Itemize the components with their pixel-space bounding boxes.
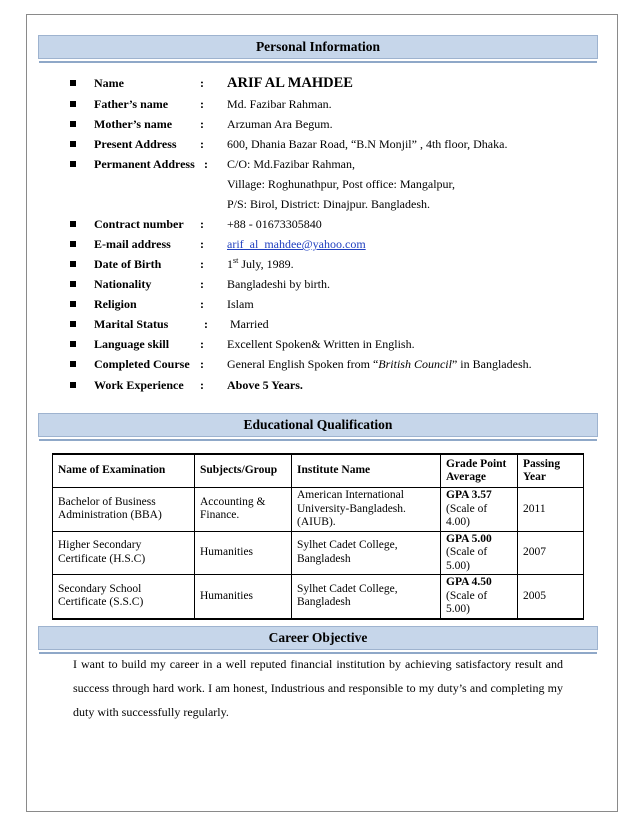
bullet-icon [70, 361, 76, 367]
education-heading: Educational Qualification [38, 413, 598, 437]
info-value: C/O: Md.Fazibar Rahman, [227, 157, 355, 171]
exam-cell: Bachelor of Business Administration (BBA) [53, 488, 195, 532]
permanent-address-line: P/S: Birol, District: Dinajpur. Bangladesh. [227, 197, 430, 211]
info-label: Work Experience [94, 378, 184, 392]
career-objective-heading: Career Objective [38, 626, 598, 650]
personal-information-heading: Personal Information [38, 35, 598, 59]
info-value: Md. Fazibar Rahman. [227, 97, 332, 111]
table-row [53, 488, 584, 532]
table-row [53, 575, 584, 619]
subject-cell: Humanities [195, 575, 292, 619]
info-value: Above 5 Years. [227, 378, 303, 392]
column-header: Name of Examination [53, 454, 195, 488]
bullet-icon [70, 281, 76, 287]
bullet-icon [70, 80, 76, 86]
table-header-row [53, 454, 584, 488]
info-label: Marital Status [94, 317, 169, 331]
info-value: 1st July, 1989. [227, 256, 294, 271]
gpa-cell: GPA 4.50 (Scale of 5.00) [441, 575, 518, 619]
table-row [53, 531, 584, 575]
bullet-icon [70, 241, 76, 247]
info-value: General English Spoken from “British Council” in Bangladesh. [227, 357, 532, 371]
subject-cell: Humanities [195, 531, 292, 575]
info-label: Permanent Address [94, 157, 195, 171]
education-table [52, 453, 584, 620]
institute-cell: Sylhet Cadet College, Bangladesh [292, 531, 441, 575]
year-cell: 2007 [518, 531, 584, 575]
email-link[interactable]: arif_al_mahdee@yahoo.com [227, 237, 366, 251]
year-cell: 2005 [518, 575, 584, 619]
bullet-icon [70, 141, 76, 147]
info-label: Mother’s name [94, 117, 173, 131]
bullet-icon [70, 221, 76, 227]
info-label: Date of Birth [94, 257, 162, 271]
column-header: Passing Year [518, 454, 584, 488]
gpa-cell: GPA 3.57 (Scale of 4.00) [441, 488, 518, 532]
exam-cell: Higher Secondary Certificate (H.S.C) [53, 531, 195, 575]
info-label: Nationality [94, 277, 152, 291]
info-value: Married [230, 317, 269, 331]
info-label: Present Address [94, 137, 177, 151]
info-value: Islam [227, 297, 254, 311]
info-label: Religion [94, 297, 137, 311]
info-value: Arzuman Ara Begum. [227, 117, 333, 131]
phone-number: +88 - 01673305840 [227, 217, 322, 231]
gpa-cell: GPA 5.00 (Scale of 5.00) [441, 531, 518, 575]
bullet-icon [70, 121, 76, 127]
subject-cell: Accounting & Finance. [195, 488, 292, 532]
institute-cell: American International University-Bangladesh. (AIUB). [292, 488, 441, 532]
info-label: Language skill [94, 337, 170, 351]
year-cell: 2011 [518, 488, 584, 532]
permanent-address-line: Village: Roghunathpur, Post office: Mangalpur, [227, 177, 456, 191]
career-objective-text: I want to build my career in a well reputed financial institution by achieving satisfactory result and success through hard work. I am honest, Industrious and responsible to my duty’s and completing my duty with successfully regularly. [73, 657, 563, 719]
info-value: 600, Dhania Bazar Road, “B.N Monjil” , 4th floor, Dhaka. [227, 137, 508, 151]
bullet-icon [70, 341, 76, 347]
bullet-icon [70, 101, 76, 107]
info-label: Completed Course [94, 357, 190, 371]
column-header: Grade Point Average [441, 454, 518, 488]
info-label: Contract number [94, 217, 184, 231]
info-label: Name [94, 76, 124, 90]
full-name: ARIF AL MAHDEE [227, 75, 353, 91]
info-value: Bangladeshi by birth. [227, 277, 330, 291]
info-label: Father’s name [94, 97, 169, 111]
bullet-icon [70, 301, 76, 307]
institute-cell: Sylhet Cadet College, Bangladesh [292, 575, 441, 619]
exam-cell: Secondary School Certificate (S.S.C) [53, 575, 195, 619]
info-label: E-mail address [94, 237, 171, 251]
bullet-icon [70, 261, 76, 267]
column-header: Subjects/Group [195, 454, 292, 488]
bullet-icon [70, 382, 76, 388]
column-header: Institute Name [292, 454, 441, 488]
bullet-icon [70, 321, 76, 327]
bullet-icon [70, 161, 76, 167]
info-value: Excellent Spoken& Written in English. [227, 337, 415, 351]
